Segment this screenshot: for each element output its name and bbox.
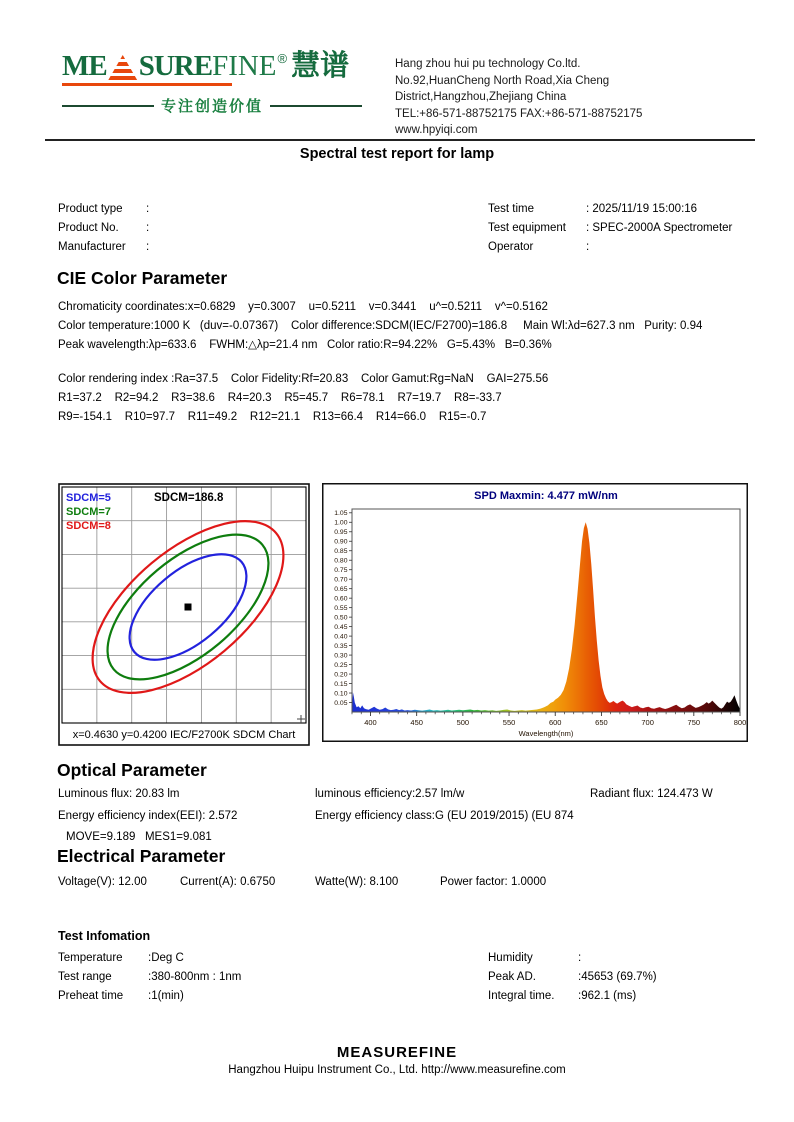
logo-text-me: ME <box>62 50 107 82</box>
product-no-row <box>58 218 149 237</box>
cri-summary-line: Color rendering index :Ra=37.5 Color Fidelity:Rf=20.83 Color Gamut:Rg=NaN GAI=275.56 <box>58 373 549 385</box>
logo-text-chinese: 慧谱 <box>291 50 350 82</box>
power-factor-value: Power factor: 1.0000 <box>440 876 547 888</box>
slogan-dash-left <box>62 105 154 107</box>
svg-text:600: 600 <box>548 718 562 727</box>
test-time-label: Test time <box>488 202 535 215</box>
svg-text:SPD Maxmin: 4.477 mW/nm: SPD Maxmin: 4.477 mW/nm <box>474 490 618 502</box>
svg-text:650: 650 <box>595 718 608 727</box>
company-address-2: District,Hangzhou,Zhejiang China <box>395 91 567 103</box>
preheat-time-row <box>58 986 241 1005</box>
svg-text:SDCM=5: SDCM=5 <box>66 492 111 504</box>
svg-text:500: 500 <box>456 718 470 727</box>
manufacturer-label: Manufacturer <box>58 240 126 253</box>
test-info-left <box>58 948 241 1005</box>
energy-efficiency-index-value: Energy efficiency index(EEI): 2.572 <box>58 810 238 822</box>
svg-text:450: 450 <box>410 718 423 727</box>
product-no-value: : <box>146 221 150 234</box>
svg-text:SDCM=8: SDCM=8 <box>66 520 111 532</box>
svg-text:0.30: 0.30 <box>334 652 348 660</box>
svg-text:SDCM=7: SDCM=7 <box>66 506 111 518</box>
footer-company-line: Hangzhou Huipu Instrument Co., Ltd. http://www.measurefine.com <box>228 1064 566 1076</box>
svg-text:0.70: 0.70 <box>334 576 348 584</box>
product-info-right <box>488 199 732 256</box>
svg-text:0.85: 0.85 <box>334 548 348 556</box>
svg-text:0.45: 0.45 <box>334 624 348 632</box>
svg-text:0.55: 0.55 <box>334 605 348 613</box>
preheat-time-value: :1(min) <box>148 989 184 1002</box>
svg-text:0.40: 0.40 <box>334 633 348 641</box>
product-type-value: : <box>146 202 150 215</box>
integral-time-label: Integral time. <box>488 989 555 1002</box>
company-name: Hang zhou hui pu technology Co.ltd. <box>395 58 581 70</box>
product-info-left <box>58 199 149 256</box>
energy-efficiency-class-value: Energy efficiency class:G (EU 2019/2015) (EU 874 <box>315 810 574 822</box>
svg-text:0.80: 0.80 <box>334 557 348 565</box>
sdcm-ellipse-chart <box>58 483 310 746</box>
company-website: www.hpyiqi.com <box>395 124 478 136</box>
wattage-value: Watte(W): 8.100 <box>315 876 399 888</box>
integral-time-value: :962.1 (ms) <box>578 989 637 1002</box>
logo-text-sure: SURE <box>138 50 213 82</box>
logo-slogan <box>62 95 362 116</box>
spd-spectrum-chart <box>322 483 748 742</box>
test-info-right <box>488 948 657 1005</box>
svg-text:0.95: 0.95 <box>334 529 348 537</box>
logo-text-fine: FINE <box>212 50 277 82</box>
svg-text:1.05: 1.05 <box>334 510 348 518</box>
temperature-label: Temperature <box>58 951 123 964</box>
electrical-section-heading: Electrical Parameter <box>57 846 226 866</box>
svg-text:0.15: 0.15 <box>334 680 348 688</box>
product-no-label: Product No. <box>58 221 119 234</box>
svg-text:0.75: 0.75 <box>334 567 348 575</box>
cie-peak-wavelength-line: Peak wavelength:λp=633.6 FWHM:△λp=21.4 nm Color ratio:R=94.22% G=5.43% B=0.36% <box>58 339 552 351</box>
svg-text:0.25: 0.25 <box>334 661 348 669</box>
temperature-value: :Deg C <box>148 951 184 964</box>
footer-brand: MEASUREFINE <box>336 1044 458 1061</box>
svg-text:1.00: 1.00 <box>334 519 348 527</box>
test-time-row <box>488 199 732 218</box>
cie-chromaticity-line: Chromaticity coordinates:x=0.6829 y=0.3007 u=0.5211 v=0.3441 u^=0.5211 v^=0.5162 <box>58 301 548 313</box>
page-title: Spectral test report for lamp <box>299 146 495 162</box>
logo-underline <box>62 83 232 86</box>
slogan-dash-right <box>270 105 362 107</box>
svg-text:400: 400 <box>364 718 377 727</box>
temperature-row <box>58 948 241 967</box>
header-divider <box>45 139 755 141</box>
svg-text:0.65: 0.65 <box>334 586 348 594</box>
cri-r9-r15-line: R9=-154.1 R10=97.7 R11=49.2 R12=21.1 R13=66.4 R14=66.0 R15=-0.7 <box>58 411 487 423</box>
test-time-value: : 2025/11/19 15:00:16 <box>586 202 698 215</box>
svg-text:0.05: 0.05 <box>334 699 348 707</box>
company-phone: TEL:+86-571-88752175 FAX:+86-571-88752175 <box>395 107 643 120</box>
humidity-label: Humidity <box>488 951 533 964</box>
luminous-efficiency-value: luminous efficiency:2.57 lm/w <box>315 788 465 800</box>
current-value: Current(A): 0.6750 <box>180 876 276 888</box>
slogan-text: 专注创造价值 <box>161 98 264 115</box>
product-type-label: Product type <box>58 202 123 215</box>
test-range-value: :380-800nm : 1nm <box>148 970 242 983</box>
cie-temperature-line: Color temperature:1000 K (duv=-0.07367) Color difference:SDCM(IEC/F2700)=186.8 Main Wl:λd=627.3 nm Purity: 0.94 <box>58 320 703 332</box>
preheat-time-label: Preheat time <box>58 989 124 1002</box>
svg-text:0.20: 0.20 <box>334 671 348 679</box>
humidity-row <box>488 948 657 967</box>
operator-value: : <box>586 240 590 253</box>
test-range-row <box>58 967 241 986</box>
cri-r1-r8-line: R1=37.2 R2=94.2 R3=38.6 R4=20.3 R5=45.7 R6=78.1 R7=19.7 R8=-33.7 <box>58 392 502 404</box>
optical-section-heading: Optical Parameter <box>57 760 207 780</box>
svg-text:0.90: 0.90 <box>334 538 348 546</box>
svg-text:0.35: 0.35 <box>334 642 348 650</box>
test-info-heading: Test Infomation <box>58 929 151 943</box>
svg-text:750: 750 <box>687 718 701 727</box>
svg-text:0.10: 0.10 <box>334 690 348 698</box>
test-equipment-row <box>488 218 732 237</box>
luminous-flux-value: Luminous flux: 20.83 lm <box>58 788 180 800</box>
move-mes1-values: MOVE=9.189 MES1=9.081 <box>66 831 212 843</box>
registered-mark-icon: ® <box>277 51 288 66</box>
humidity-value: : <box>578 951 582 964</box>
svg-text:x=0.4630 y=0.4200 IEC/F270: x=0.4630 y=0.4200 IEC/F2700K SDCM Chart <box>72 729 296 741</box>
operator-row <box>488 237 732 256</box>
svg-text:700: 700 <box>641 718 654 727</box>
svg-text:550: 550 <box>502 718 516 727</box>
operator-label: Operator <box>488 240 534 253</box>
svg-text:SDCM=186.8: SDCM=186.8 <box>154 492 224 504</box>
product-type-row <box>58 199 149 218</box>
radiant-flux-value: Radiant flux: 124.473 W <box>590 788 713 800</box>
integral-time-row <box>488 986 657 1005</box>
company-logo <box>62 52 372 116</box>
peak-ad-label: Peak AD. <box>488 970 536 983</box>
test-equipment-value: : SPEC-2000A Spectrometer <box>586 221 733 234</box>
svg-text:0.50: 0.50 <box>334 614 348 622</box>
cie-section-heading: CIE Color Parameter <box>57 268 228 288</box>
logo-triangle-icon <box>108 55 138 81</box>
svg-text:Wavelength(nm): Wavelength(nm) <box>518 729 574 738</box>
logo-wordmark <box>62 52 372 81</box>
test-equipment-label: Test equipment <box>488 221 566 234</box>
peak-ad-row <box>488 967 657 986</box>
voltage-value: Voltage(V): 12.00 <box>58 876 147 888</box>
svg-text:800: 800 <box>733 718 747 727</box>
manufacturer-value: : <box>146 240 150 253</box>
svg-text:0.60: 0.60 <box>334 595 348 603</box>
company-address-1: No.92,HuanCheng North Road,Xia Cheng <box>395 74 610 87</box>
test-range-label: Test range <box>58 970 112 983</box>
manufacturer-row <box>58 237 149 256</box>
peak-ad-value: :45653 (69.7%) <box>578 970 657 983</box>
company-contact-info <box>395 56 642 139</box>
